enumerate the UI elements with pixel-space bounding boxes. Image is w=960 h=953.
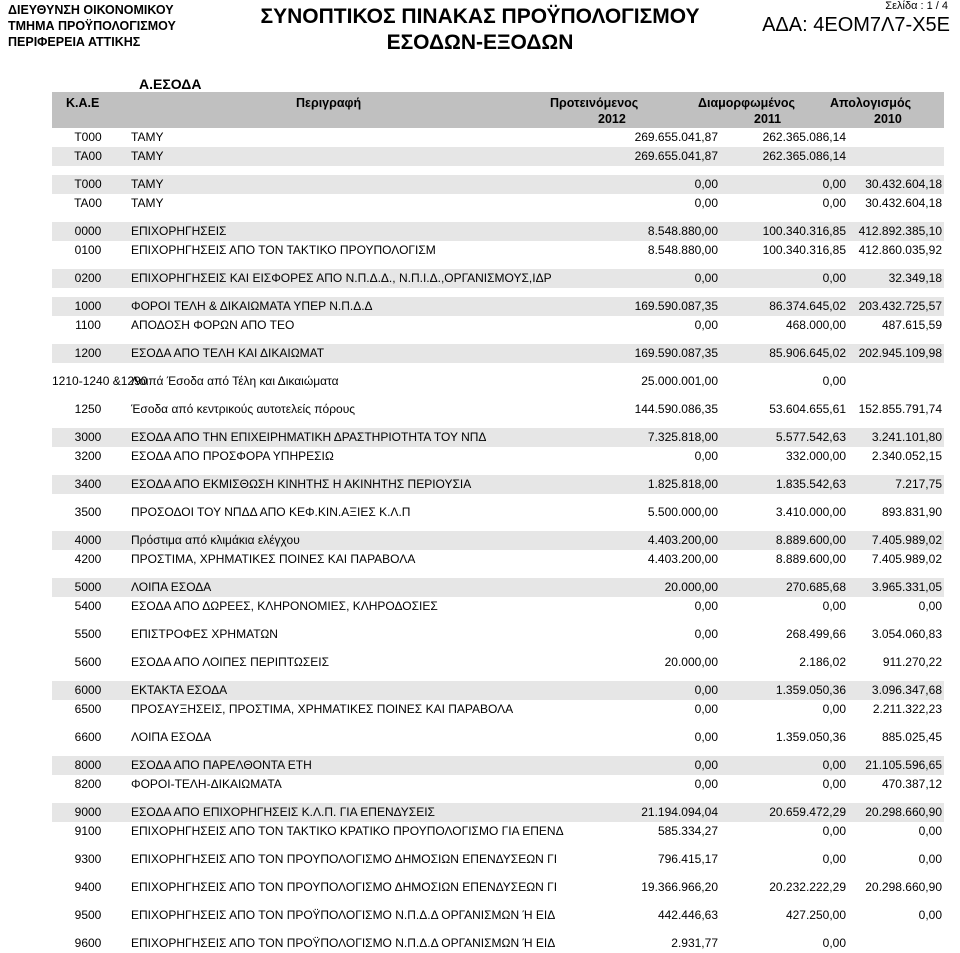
row-description: ΕΣΟΔΑ ΑΠΟ ΠΑΡΕΛΘΟΝΤΑ ΕΤΗ bbox=[131, 758, 312, 772]
row-actual: 893.831,90 bbox=[881, 505, 942, 519]
row-actual: 30.432.604,18 bbox=[865, 177, 942, 191]
row-code: 3000 bbox=[74, 430, 102, 444]
row-amended: 1.835.542,63 bbox=[775, 477, 846, 491]
col-amended-year: 2011 bbox=[754, 112, 782, 126]
row-description: ΤΑΜΥ bbox=[131, 149, 164, 163]
row-proposed: 169.590.087,35 bbox=[634, 299, 718, 313]
table-row bbox=[52, 194, 944, 213]
row-spacer bbox=[52, 747, 944, 756]
row-description: ΕΣΟΔΑ ΑΠΟ ΤΗΝ ΕΠΙΧΕΙΡΗΜΑΤΙΚΗ ΔΡΑΣΤΗΡΙΟΤΗΤΑ ΤΟΥ ΝΠΔ bbox=[131, 430, 487, 444]
row-actual: 7.405.989,02 bbox=[871, 552, 942, 566]
row-description: ΕΠΙΧΟΡΗΓΗΣΕΙΣ bbox=[131, 224, 227, 238]
row-actual: 0,00 bbox=[918, 852, 942, 866]
row-actual: 20.298.660,90 bbox=[865, 805, 942, 819]
row-amended: 53.604.655,61 bbox=[769, 402, 846, 416]
row-description: ΠΡΟΣΤΙΜΑ, ΧΡΗΜΑΤΙΚΕΣ ΠΟΙΝΕΣ ΚΑΙ ΠΑΡΑΒΟΛΑ bbox=[131, 552, 416, 566]
row-description: ΕΠΙΧΟΡΗΓΗΣΕΙΣ ΑΠΟ ΤΟΝ ΤΑΚΤΙΚΟ ΠΡΟΥΠΟΛΟΓΙΣΜ bbox=[131, 243, 436, 257]
table-row bbox=[52, 803, 944, 822]
row-spacer bbox=[52, 288, 944, 297]
table-row bbox=[52, 503, 944, 522]
row-amended: 100.340.316,85 bbox=[762, 243, 846, 257]
row-actual: 3.054.060,83 bbox=[871, 627, 942, 641]
row-spacer bbox=[52, 616, 944, 625]
row-spacer bbox=[52, 897, 944, 906]
row-proposed: 20.000,00 bbox=[664, 580, 718, 594]
row-proposed: 269.655.041,87 bbox=[634, 130, 718, 144]
table-row bbox=[52, 269, 944, 288]
table-row bbox=[52, 344, 944, 363]
table-row bbox=[52, 906, 944, 925]
row-proposed: 0,00 bbox=[694, 730, 718, 744]
table-row bbox=[52, 241, 944, 260]
row-code: 0200 bbox=[74, 271, 102, 285]
col-proposed: Προτεινόμενος bbox=[550, 96, 639, 110]
row-amended: 0,00 bbox=[822, 777, 846, 791]
row-description: ΠΡΟΣΟΔΟΙ ΤΟΥ ΝΠΔΔ ΑΠΟ ΚΕΦ.ΚΙΝ.ΑΞΙΕΣ Κ.Λ.Π bbox=[131, 505, 411, 519]
row-description: ΕΣΟΔΑ ΑΠΟ ΔΩΡΕΕΣ, ΚΛΗΡΟΝΟΜΙΕΣ, ΚΛΗΡΟΔΟΣΙΕΣ bbox=[131, 599, 438, 613]
row-code: 9600 bbox=[74, 936, 102, 950]
row-actual: 20.298.660,90 bbox=[865, 880, 942, 894]
row-amended: 0,00 bbox=[822, 702, 846, 716]
row-actual: 0,00 bbox=[918, 908, 942, 922]
table-row bbox=[52, 316, 944, 335]
row-code: 9400 bbox=[74, 880, 102, 894]
table-row bbox=[52, 578, 944, 597]
row-proposed: 20.000,00 bbox=[664, 655, 718, 669]
ada-code bbox=[762, 14, 950, 36]
row-actual: 3.241.101,80 bbox=[871, 430, 942, 444]
row-code: 1100 bbox=[75, 318, 101, 332]
row-code: TA00 bbox=[74, 196, 102, 210]
row-proposed: 4.403.200,00 bbox=[647, 533, 718, 547]
row-amended: 262.365.086,14 bbox=[762, 149, 846, 163]
row-actual: 885.025,45 bbox=[881, 730, 942, 744]
row-description: ΕΠΙΧΟΡΗΓΗΣΕΙΣ ΑΠΟ ΤΟΝ ΠΡΟΥΠΟΛΟΓΙΣΜΟ ΔΗΜΟΣΙΩΝ ΕΠΕΝΔΥΣΕΩΝ ΓΙ bbox=[131, 880, 558, 894]
row-proposed: 21.194.094,04 bbox=[641, 805, 718, 819]
row-description: ΕΠΙΣΤΡΟΦΕΣ ΧΡΗΜΑΤΩΝ bbox=[131, 627, 278, 641]
row-spacer bbox=[52, 794, 944, 803]
row-description: ΦΟΡΟΙ-ΤΕΛΗ-ΔΙΚΑΙΩΜΑΤΑ bbox=[131, 777, 282, 791]
row-description: ΤΑΜΥ bbox=[131, 130, 164, 144]
row-spacer bbox=[52, 672, 944, 681]
row-actual: 2.340.052,15 bbox=[871, 449, 942, 463]
row-code: 3500 bbox=[74, 505, 102, 519]
row-description: ΕΠΙΧΟΡΗΓΗΣΕΙΣ ΑΠΟ ΤΟΝ ΠΡΟΥΠΟΛΟΓΙΣΜΟ ΔΗΜΟΣΙΩΝ ΕΠΕΝΔΥΣΕΩΝ ΓΙ bbox=[131, 852, 558, 866]
row-code: 5000 bbox=[74, 580, 102, 594]
row-description: Λοιπά Έσοδα από Τέλη και Δικαιώματα bbox=[131, 374, 339, 388]
row-amended: 1.359.050,36 bbox=[775, 683, 846, 697]
row-code: 9000 bbox=[74, 805, 102, 819]
row-spacer bbox=[52, 869, 944, 878]
row-code: 3400 bbox=[74, 477, 102, 491]
row-amended: 1.359.050,36 bbox=[775, 730, 846, 744]
row-description: ΕΣΟΔΑ ΑΠΟ ΛΟΙΠΕΣ ΠΕΡΙΠΤΩΣΕΙΣ bbox=[131, 655, 329, 669]
row-code: T000 bbox=[74, 177, 102, 191]
row-amended: 268.499,66 bbox=[785, 627, 846, 641]
row-amended: 270.685,68 bbox=[785, 580, 846, 594]
row-proposed: 25.000.001,00 bbox=[641, 374, 718, 388]
table-row bbox=[52, 822, 944, 841]
row-amended: 0,00 bbox=[822, 374, 846, 388]
row-actual: 30.432.604,18 bbox=[865, 196, 942, 210]
row-actual: 487.615,59 bbox=[881, 318, 942, 332]
row-description: ΤΑΜΥ bbox=[131, 177, 164, 191]
row-actual: 911.270,22 bbox=[882, 655, 942, 669]
row-code: 1200 bbox=[74, 346, 102, 360]
row-spacer bbox=[52, 569, 944, 578]
row-code: 9500 bbox=[74, 908, 102, 922]
row-amended: 262.365.086,14 bbox=[762, 130, 846, 144]
row-code: 6500 bbox=[74, 702, 102, 716]
row-amended: 0,00 bbox=[822, 852, 846, 866]
row-spacer bbox=[52, 166, 944, 175]
table-row bbox=[52, 128, 944, 147]
row-spacer bbox=[52, 522, 944, 531]
table-row bbox=[52, 850, 944, 869]
row-spacer bbox=[52, 391, 944, 400]
row-proposed: 7.325.818,00 bbox=[647, 430, 718, 444]
row-amended: 2.186,02 bbox=[799, 655, 846, 669]
row-description: ΕΠΙΧΟΡΗΓΗΣΕΙΣ ΑΠΟ ΤΟΝ ΤΑΚΤΙΚΟ ΚΡΑΤΙΚΟ ΠΡΟΥΠΟΛΟΓΙΣΜΟ ΓΙΑ ΕΠΕΝΔ bbox=[131, 824, 564, 838]
row-description: ΑΠΟΔΟΣΗ ΦΟΡΩΝ ΑΠΟ ΤΕΟ bbox=[131, 318, 295, 332]
row-code: 5400 bbox=[74, 599, 102, 613]
row-description: ΕΣΟΔΑ ΑΠΟ ΕΚΜΙΣΘΩΣΗ ΚΙΝΗΤΗΣ Η ΑΚΙΝΗΤΗΣ ΠΕΡΙΟΥΣΙΑ bbox=[131, 477, 472, 491]
row-proposed: 269.655.041,87 bbox=[634, 149, 718, 163]
row-proposed: 0,00 bbox=[694, 318, 718, 332]
row-proposed: 442.446,63 bbox=[657, 908, 718, 922]
row-actual: 21.105.596,65 bbox=[865, 758, 942, 772]
row-description: ΦΟΡΟΙ ΤΕΛΗ & ΔΙΚΑΙΩΜΑΤΑ ΥΠΕΡ Ν.Π.Δ.Δ bbox=[131, 299, 373, 313]
revenue-table-body bbox=[52, 128, 944, 953]
row-proposed: 0,00 bbox=[694, 702, 718, 716]
row-proposed: 0,00 bbox=[694, 683, 718, 697]
row-actual: 470.387,12 bbox=[881, 777, 942, 791]
table-row bbox=[52, 728, 944, 747]
table-row bbox=[52, 756, 944, 775]
row-proposed: 8.548.880,00 bbox=[647, 224, 718, 238]
row-proposed: 0,00 bbox=[694, 271, 718, 285]
table-row bbox=[52, 681, 944, 700]
row-spacer bbox=[52, 644, 944, 653]
org-line-1: ΔΙΕΥΘΥΝΣΗ ΟΙΚΟΝΟΜΙΚΟΥ bbox=[8, 3, 174, 17]
row-description: ΕΣΟΔΑ ΑΠΟ ΤΕΛΗ ΚΑΙ ΔΙΚΑΙΩΜΑΤ bbox=[131, 346, 325, 360]
table-header bbox=[52, 92, 944, 128]
row-spacer bbox=[52, 719, 944, 728]
row-proposed: 1.825.818,00 bbox=[647, 477, 718, 491]
row-proposed: 144.590.086,35 bbox=[634, 402, 718, 416]
table-row bbox=[52, 400, 944, 419]
row-actual: 7.217,75 bbox=[895, 477, 942, 491]
title-line-1: ΣΥΝΟΠΤΙΚΟΣ ΠΙΝΑΚΑΣ ΠΡΟΫΠΟΛΟΓΙΣΜΟΥ bbox=[260, 5, 700, 28]
col-actual-year: 2010 bbox=[874, 112, 902, 126]
row-spacer bbox=[52, 841, 944, 850]
row-spacer bbox=[52, 419, 944, 428]
row-spacer bbox=[52, 466, 944, 475]
row-amended: 468.000,00 bbox=[785, 318, 846, 332]
row-proposed: 4.403.200,00 bbox=[647, 552, 718, 566]
page-number: Σελίδα : 1 / 4 bbox=[885, 0, 948, 12]
org-line-2: ΤΜΗΜΑ ΠΡΟΫΠΟΛΟΓΙΣΜΟΥ bbox=[8, 19, 176, 33]
row-description: ΤΑΜΥ bbox=[131, 196, 164, 210]
row-proposed: 0,00 bbox=[694, 177, 718, 191]
row-amended: 0,00 bbox=[822, 599, 846, 613]
row-amended: 5.577.542,63 bbox=[775, 430, 846, 444]
row-amended: 0,00 bbox=[822, 177, 846, 191]
row-code: 3200 bbox=[74, 449, 102, 463]
table-row bbox=[52, 625, 944, 644]
row-amended: 332.000,00 bbox=[785, 449, 846, 463]
col-proposed-year: 2012 bbox=[598, 112, 626, 126]
row-description: Έσοδα από κεντρικούς αυτοτελείς πόρους bbox=[131, 402, 356, 416]
row-code: 0100 bbox=[74, 243, 102, 257]
table-row bbox=[52, 700, 944, 719]
table-row bbox=[52, 550, 944, 569]
row-amended: 0,00 bbox=[822, 936, 846, 950]
row-amended: 0,00 bbox=[822, 824, 846, 838]
row-actual: 0,00 bbox=[918, 599, 942, 613]
table-row bbox=[52, 775, 944, 794]
table-row bbox=[52, 222, 944, 241]
row-code: 6000 bbox=[74, 683, 102, 697]
row-amended: 20.659.472,29 bbox=[769, 805, 846, 819]
row-code: TA00 bbox=[74, 149, 102, 163]
row-proposed: 169.590.087,35 bbox=[634, 346, 718, 360]
row-description: ΕΠΙΧΟΡΗΓΗΣΕΙΣ ΑΠΟ ΤΟΝ ΠΡΟΫΠΟΛΟΓΙΣΜΟ Ν.Π.Δ.Δ ΟΡΓΑΝΙΣΜΩΝ Ή ΕΙΔ bbox=[131, 908, 556, 922]
row-code: 6600 bbox=[74, 730, 102, 744]
table-row bbox=[52, 428, 944, 447]
row-actual: 7.405.989,02 bbox=[871, 533, 942, 547]
row-description: ΛΟΙΠΑ ΕΣΟΔΑ bbox=[131, 730, 212, 744]
row-description: ΛΟΙΠΑ ΕΣΟΔΑ bbox=[131, 580, 212, 594]
table-row bbox=[52, 372, 944, 391]
row-proposed: 19.366.966,20 bbox=[641, 880, 718, 894]
row-actual: 3.965.331,05 bbox=[871, 580, 942, 594]
table-row bbox=[52, 297, 944, 316]
row-code: 4200 bbox=[74, 552, 102, 566]
row-amended: 0,00 bbox=[822, 196, 846, 210]
row-description: ΕΚΤΑΚΤΑ ΕΣΟΔΑ bbox=[131, 683, 228, 697]
row-spacer bbox=[52, 260, 944, 269]
row-amended: 0,00 bbox=[822, 271, 846, 285]
row-proposed: 0,00 bbox=[694, 449, 718, 463]
row-actual: 412.892.385,10 bbox=[858, 224, 942, 238]
table-row bbox=[52, 653, 944, 672]
row-actual: 202.945.109,98 bbox=[858, 346, 942, 360]
row-actual: 2.211.322,23 bbox=[872, 702, 942, 716]
row-proposed: 8.548.880,00 bbox=[647, 243, 718, 257]
row-actual: 3.096.347,68 bbox=[871, 683, 942, 697]
row-proposed: 2.931,77 bbox=[671, 936, 718, 950]
row-actual: 0,00 bbox=[918, 824, 942, 838]
col-amended: Διαμορφωμένος bbox=[698, 96, 796, 110]
row-code: 4000 bbox=[74, 533, 102, 547]
row-amended: 3.410.000,00 bbox=[775, 505, 846, 519]
row-code: 8200 bbox=[74, 777, 102, 791]
row-amended: 8.889.600,00 bbox=[775, 533, 846, 547]
row-amended: 86.374.645,02 bbox=[769, 299, 846, 313]
row-code: 1000 bbox=[74, 299, 102, 313]
row-code: 5600 bbox=[74, 655, 102, 669]
row-spacer bbox=[52, 925, 944, 934]
table-row bbox=[52, 531, 944, 550]
row-code: 5500 bbox=[74, 627, 102, 641]
col-ke: Κ.Α.Ε bbox=[66, 96, 100, 110]
row-amended: 427.250,00 bbox=[785, 908, 846, 922]
col-actual: Απολογισμός bbox=[830, 96, 912, 110]
row-proposed: 0,00 bbox=[694, 599, 718, 613]
row-actual: 412.860.035,92 bbox=[858, 243, 942, 257]
row-proposed: 5.500.000,00 bbox=[647, 505, 718, 519]
table-row bbox=[52, 597, 944, 616]
table-row bbox=[52, 878, 944, 897]
row-spacer bbox=[52, 335, 944, 344]
row-code: 9300 bbox=[74, 852, 102, 866]
row-proposed: 0,00 bbox=[694, 777, 718, 791]
table-row bbox=[52, 475, 944, 494]
section-title: Α.ΕΣΟΔΑ bbox=[139, 76, 202, 92]
row-description: ΕΣΟΔΑ ΑΠΟ ΠΡΟΣΦΟΡΑ ΥΠΗΡΕΣΙΩ bbox=[131, 449, 334, 463]
row-amended: 100.340.316,85 bbox=[762, 224, 846, 238]
row-code: 1210-1240 &1290 bbox=[52, 374, 148, 388]
row-proposed: 0,00 bbox=[694, 627, 718, 641]
row-code: T000 bbox=[74, 130, 102, 144]
row-amended: 20.232.222,29 bbox=[769, 880, 846, 894]
row-code: 9100 bbox=[74, 824, 102, 838]
row-amended: 85.906.645,02 bbox=[769, 346, 846, 360]
col-description: Περιγραφή bbox=[296, 96, 362, 110]
row-description: ΕΠΙΧΟΡΗΓΗΣΕΙΣ ΚΑΙ ΕΙΣΦΟΡΕΣ ΑΠΟ Ν.Π.Δ.Δ., Ν.Π.Ι.Δ.,ΟΡΓΑΝΙΣΜΟΥΣ,ΙΔΡ bbox=[131, 271, 552, 285]
table-row bbox=[52, 447, 944, 466]
row-code: 0000 bbox=[74, 224, 102, 238]
row-description: Πρόστιμα από κλιμάκια ελέγχου bbox=[131, 533, 300, 547]
row-code: 1250 bbox=[74, 402, 102, 416]
row-proposed: 796.415,17 bbox=[657, 852, 718, 866]
row-proposed: 0,00 bbox=[694, 758, 718, 772]
row-spacer bbox=[52, 494, 944, 503]
row-spacer bbox=[52, 213, 944, 222]
row-spacer bbox=[52, 363, 944, 372]
row-description: ΕΣΟΔΑ ΑΠΟ ΕΠΙΧΟΡΗΓΗΣΕΙΣ Κ.Λ.Π. ΓΙΑ ΕΠΕΝΔΥΣΕΙΣ bbox=[131, 805, 435, 819]
row-actual: 32.349,18 bbox=[888, 271, 942, 285]
row-code: 8000 bbox=[74, 758, 102, 772]
row-actual: 152.855.791,74 bbox=[858, 402, 942, 416]
table-row bbox=[52, 934, 944, 953]
table-row bbox=[52, 147, 944, 166]
row-amended: 8.889.600,00 bbox=[775, 552, 846, 566]
org-line-3: ΠΕΡΙΦΕΡΕΙΑ ΑΤΤΙΚΗΣ bbox=[8, 35, 141, 49]
row-proposed: 0,00 bbox=[694, 196, 718, 210]
ada-text: ΑΔΑ: 4ΕΟΜ7Λ7-Χ5Ε bbox=[762, 14, 950, 36]
table-row bbox=[52, 175, 944, 194]
row-description: ΠΡΟΣΑΥΞΗΣΕΙΣ, ΠΡΟΣΤΙΜΑ, ΧΡΗΜΑΤΙΚΕΣ ΠΟΙΝΕΣ ΚΑΙ ΠΑΡΑΒΟΛΑ bbox=[131, 702, 514, 716]
row-actual: 203.432.725,57 bbox=[858, 299, 942, 313]
row-description: ΕΠΙΧΟΡΗΓΗΣΕΙΣ ΑΠΟ ΤΟΝ ΠΡΟΫΠΟΛΟΓΙΣΜΟ Ν.Π.Δ.Δ ΟΡΓΑΝΙΣΜΩΝ Ή ΕΙΔ bbox=[131, 936, 556, 950]
title-line-2: ΕΣΟΔΩΝ-ΕΞΟΔΩΝ bbox=[386, 31, 574, 54]
row-proposed: 585.334,27 bbox=[657, 824, 718, 838]
row-amended: 0,00 bbox=[822, 758, 846, 772]
